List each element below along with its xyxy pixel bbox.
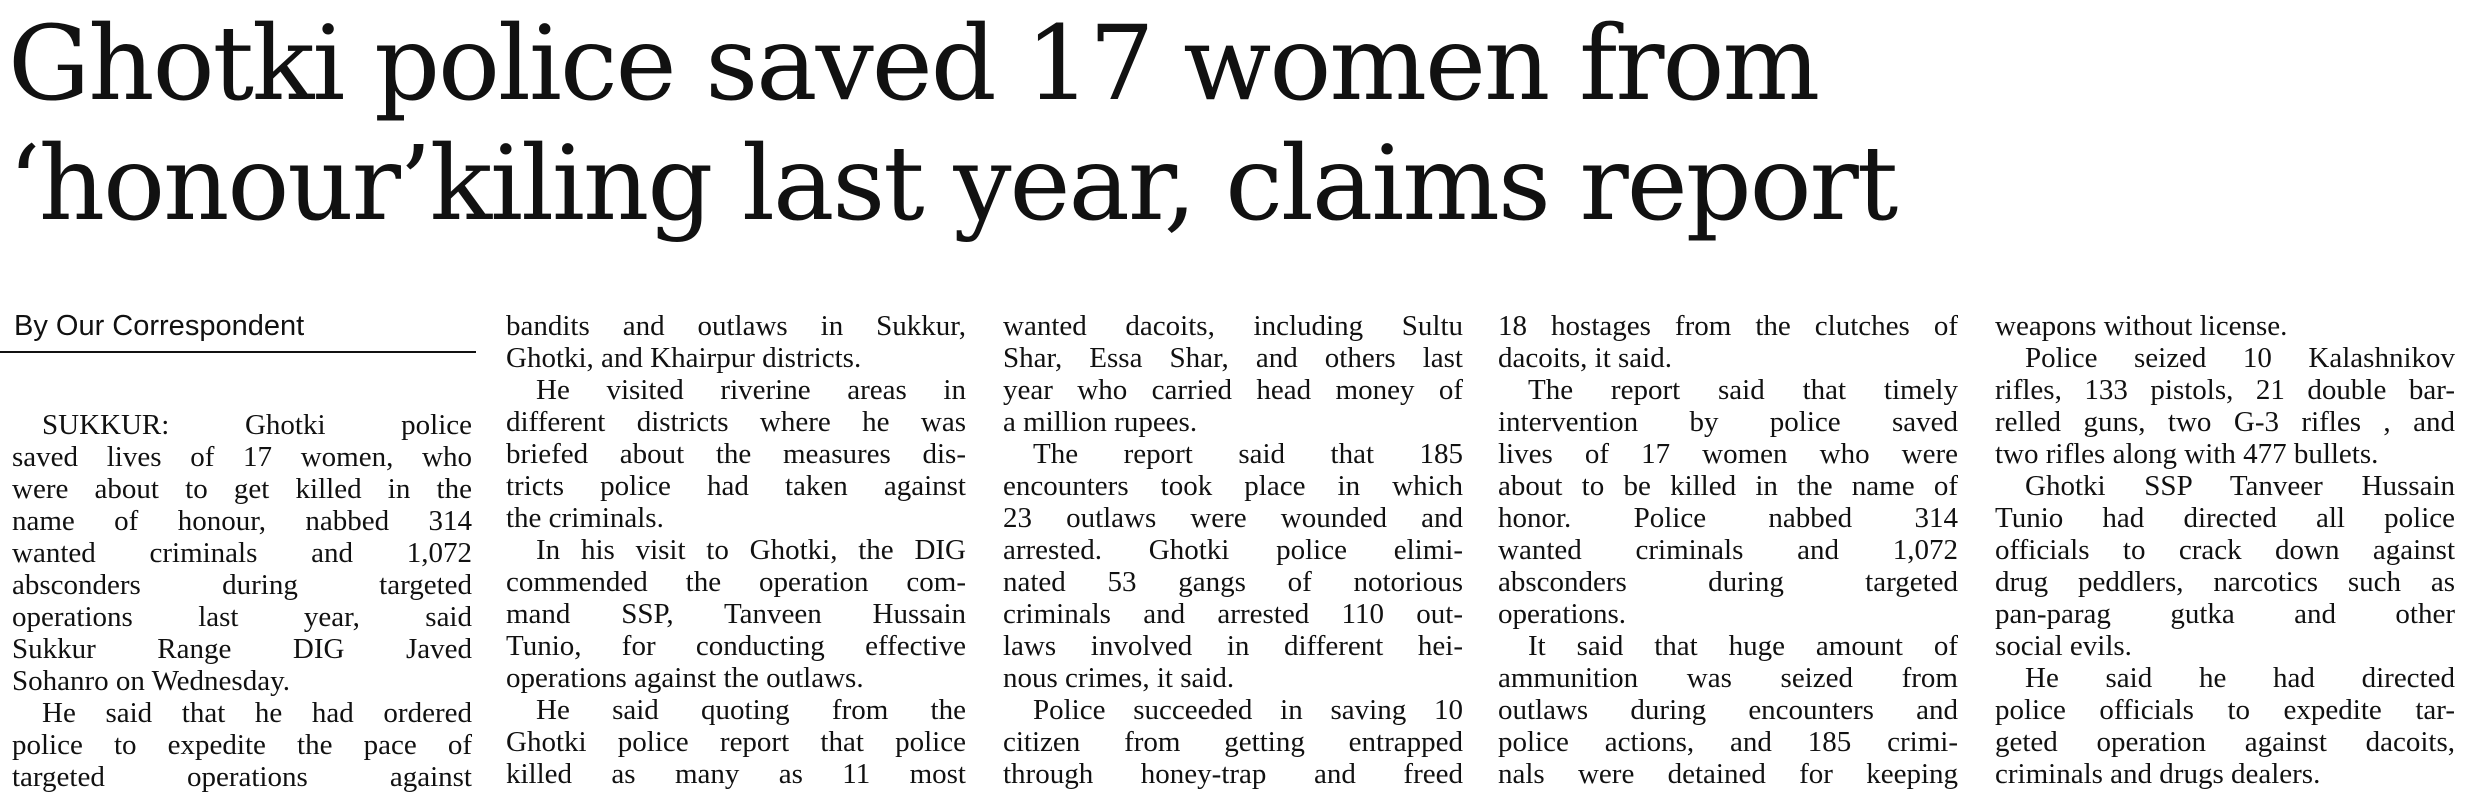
article-text-line: wanted dacoits, including Sultu (1003, 310, 1463, 342)
article-text-line: killed as many as 11 most (506, 758, 966, 790)
article-text-line: different districts where he was (506, 406, 966, 438)
article-text-line: He said quoting from the (536, 694, 966, 726)
article-text-line: SUKKUR: Ghotki police (42, 409, 472, 441)
article-text-line: nals were detained for keeping (1498, 758, 1958, 790)
article-text-line: bandits and outlaws in Sukkur, (506, 310, 966, 342)
article-text-line: He said he had directed (2025, 662, 2455, 694)
headline (8, 4, 2468, 244)
article-text-line: officials to crack down against (1995, 534, 2455, 566)
article-text-line: two rifles along with 477 bullets. (1995, 438, 2379, 470)
article-text-line: social evils. (1995, 630, 2132, 662)
article-text-line: wanted criminals and 1,072 (12, 537, 472, 569)
article-text-line: Sohanro on Wednesday. (12, 665, 290, 697)
article-text-line: commended the operation com- (506, 566, 966, 598)
article-column-4 (1498, 310, 1958, 790)
byline-divider (0, 351, 476, 353)
article-text-line: honor. Police nabbed 314 (1498, 502, 1958, 534)
article-text-line: lives of 17 women who were (1498, 438, 1958, 470)
article-text-line: tricts police had taken against (506, 470, 966, 502)
article-text-line: rifles, 133 pistols, 21 double bar- (1995, 374, 2455, 406)
article-text-line: Ghotki, and Khairpur districts. (506, 342, 862, 374)
article-text-line: nated 53 gangs of notorious (1003, 566, 1463, 598)
article-column-2 (506, 310, 966, 790)
article-text-line: Sukkur Range DIG Javed (12, 633, 472, 665)
article-text-line: The report said that 185 (1033, 438, 1463, 470)
article-text-line: He visited riverine areas in (536, 374, 966, 406)
headline-line: Ghotki police saved 17 women from (8, 4, 1819, 124)
article-text-line: criminals and drugs dealers. (1995, 758, 2321, 790)
article-text-line: arrested. Ghotki police elimi- (1003, 534, 1463, 566)
article-text-line: police officials to expedite tar- (1995, 694, 2455, 726)
article-text-line: criminals and arrested 110 out- (1003, 598, 1463, 630)
article-text-line: absconders during targeted (12, 569, 472, 601)
article-text-line: Shar, Essa Shar, and others last (1003, 342, 1463, 374)
byline: By Our Correspondent (14, 310, 305, 342)
article-text-line: Ghotki SSP Tanveer Hussain (2025, 470, 2455, 502)
article-text-line: wanted criminals and 1,072 (1498, 534, 1958, 566)
article-text-line: name of honour, nabbed 314 (12, 505, 472, 537)
article-text-line: pan-parag gutka and other (1995, 598, 2455, 630)
article-text-line: operations against the outlaws. (506, 662, 864, 694)
article-text-line: encounters took place in which (1003, 470, 1463, 502)
article-text-line: 18 hostages from the clutches of (1498, 310, 1958, 342)
article-text-line: Ghotki police report that police (506, 726, 966, 758)
article-text-line: intervention by police saved (1498, 406, 1958, 438)
article-text-line: Tunio had directed all police (1995, 502, 2455, 534)
article-text-line: briefed about the measures dis- (506, 438, 966, 470)
article-text-line: operations last year, said (12, 601, 472, 633)
article-column-3 (1003, 310, 1463, 790)
article-text-line: absconders during targeted (1498, 566, 1958, 598)
article-text-line: Police seized 10 Kalashnikov (2025, 342, 2455, 374)
article-column-5 (1995, 310, 2455, 790)
article-text-line: year who carried head money of (1003, 374, 1463, 406)
article-text-line: In his visit to Ghotki, the DIG (536, 534, 966, 566)
article-text-line: about to be killed in the name of (1498, 470, 1958, 502)
article-text-line: operations. (1498, 598, 1627, 630)
article-text-line: relled guns, two G-3 rifles , and (1995, 406, 2455, 438)
article-text-line: mand SSP, Tanveen Hussain (506, 598, 966, 630)
article-text-line: outlaws during encounters and (1498, 694, 1958, 726)
article-text-line: the criminals. (506, 502, 664, 534)
article-text-line: citizen from getting entrapped (1003, 726, 1463, 758)
article-text-line: saved lives of 17 women, who (12, 441, 472, 473)
article-text-line: The report said that timely (1528, 374, 1958, 406)
article-text-line: dacoits, it said. (1498, 342, 1672, 374)
article-text-line: geted operation against dacoits, (1995, 726, 2455, 758)
article-text-line: Police succeeded in saving 10 (1033, 694, 1463, 726)
article-text-line: weapons without license. (1995, 310, 2288, 342)
article-text-line: Tunio, for conducting effective (506, 630, 966, 662)
article-text-line: It said that huge amount of (1528, 630, 1958, 662)
article-column-1 (12, 409, 472, 793)
article-text-line: targeted operations against (12, 761, 472, 793)
article-text-line: through honey-trap and freed (1003, 758, 1463, 790)
article-text-line: ammunition was seized from (1498, 662, 1958, 694)
article-text-line: He said that he had ordered (42, 697, 472, 729)
article-text-line: a million rupees. (1003, 406, 1198, 438)
article-text-line: laws involved in different hei- (1003, 630, 1463, 662)
article-text-line: police actions, and 185 crimi- (1498, 726, 1958, 758)
article-text-line: police to expedite the pace of (12, 729, 472, 761)
headline-line: ‘honour’kiling last year, claims report (8, 124, 1897, 244)
article-text-line: were about to get killed in the (12, 473, 472, 505)
article-text-line: drug peddlers, narcotics such as (1995, 566, 2455, 598)
article-text-line: nous crimes, it said. (1003, 662, 1235, 694)
article-text-line: 23 outlaws were wounded and (1003, 502, 1463, 534)
